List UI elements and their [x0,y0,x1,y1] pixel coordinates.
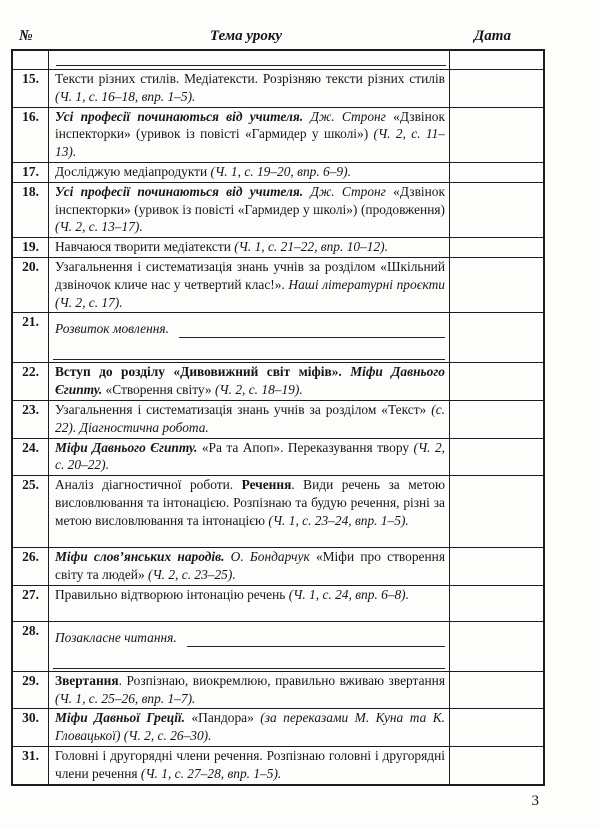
topic-text [49,238,449,257]
topic-text-segment: . Види речень за метою висловлювання та інтонацією. Розпізнаю та будую речення, різні за метою висловлювання та інтонацією [55,477,445,528]
date-cell [450,107,545,162]
topic-text-segment: «Пандора» [191,710,261,726]
topic-text-segment: (Ч. 2, с. 18–19). [214,382,303,398]
topic-cell [49,438,450,476]
topic-text-segment: «Ра та Апоп». Переказування твору [201,439,414,455]
row-number-cell: 22. [12,363,49,401]
fill-in-line [179,322,445,338]
table-header [11,27,539,45]
fill-in-label: Розвиток мовлення. [55,321,169,337]
table-row [12,671,544,709]
topic-text-segment: Дж. Стронг [310,183,394,199]
date-cell [450,746,545,784]
topic-text-segment: Навчаюся творити медіатексти [55,239,235,255]
topic-text [49,258,449,312]
date-cell [450,363,545,401]
topic-text [49,548,449,585]
date-cell [450,709,545,747]
row-number-cell: 24. [12,438,49,476]
topic-cell [49,182,450,237]
topic-text [49,476,449,530]
topic-text-segment: Міфи Давньої Греції. [55,710,192,726]
table-row [12,438,544,476]
date-cell [450,313,545,363]
row-number-cell: 23. [12,400,49,438]
table-row [12,585,544,621]
table-row [12,238,544,258]
fill-in-label: Позакласне читання. [55,629,177,645]
topic-text-segment: Міфи слов’янських народів. [55,549,231,565]
topic-text-segment: (Ч. 1, с. 25–26, впр. 1–7). [55,690,196,706]
topic-text-segment: «Дзвінок інспекторки» (уривок із повісті «Гармидер у школі») (продовження) [55,183,445,217]
topic-text-segment: Узагальнення і систематизація знань учнів за розділом «Текст» [55,401,432,417]
row-number-cell: 16. [12,107,49,162]
topic-text-segment: Наші літературні проєкти (Ч. 2, с. 17). [55,276,445,310]
topic-cell [49,671,450,709]
topic-text-segment: «Дзвінок інспекторки» (уривок із повісті «Гармидер у школі») [55,108,445,142]
topic-text-segment: (за переказами М. Куна та К. Гловацької) (Ч. 2, с. 26–30). [55,710,445,744]
topic-text-segment: Аналіз діагностичної роботи. [55,477,242,493]
date-cell [450,585,545,621]
topic-cell [49,400,450,438]
date-cell [450,50,545,70]
date-cell [450,257,545,312]
row-number-cell: 18. [12,182,49,237]
topic-cell [49,162,450,182]
topic-text-segment: (с. 22). Діагностична робота. [55,401,445,435]
row-number-cell: 28. [12,621,49,671]
date-cell [450,671,545,709]
topic-text-segment: Міфи Давнього Єгипту. [55,439,202,455]
table-row [12,709,544,747]
row-number-cell: 27. [12,585,49,621]
row-number-cell [12,50,49,70]
row-number-cell: 17. [12,162,49,182]
table-row [12,162,544,182]
date-cell [450,70,545,108]
table-row [12,400,544,438]
topic-text-segment: (Ч. 1, с. 19–20, впр. 6–9). [210,163,351,179]
table-row [12,313,544,363]
topic-text-segment: О. Бондарчук [230,549,316,565]
topic-text-segment: Головні і другорядні члени речення. Розпізнаю головні і другорядні члени речення [55,747,445,781]
row-number-cell: 26. [12,548,49,586]
topic-cell [49,50,450,70]
page-number: 3 [531,792,539,809]
topic-text-segment: Правильно відтворюю інтонацію речень [55,586,289,602]
row-number-cell: 25. [12,476,49,548]
fill-in-line [53,647,445,669]
topic-text [49,709,449,746]
header-topic-col: Тема уроку [209,28,283,44]
topic-cell [49,313,450,363]
topic-cell [49,585,450,621]
table-row [12,548,544,586]
date-cell [450,476,545,548]
date-cell [450,162,545,182]
topic-text [49,163,449,182]
topic-text-segment: Вступ до розділу «Дивовижний світ міфів». [55,364,351,380]
date-cell [450,182,545,237]
topic-text [49,70,449,107]
topic-cell [49,363,450,401]
topic-text-segment: (Ч. 2, с. 23–25). [147,566,236,582]
topic-text-segment: (Ч. 1, с. 16–18, впр. 1–5). [55,88,196,104]
topic-text-segment: . Розпізнаю, виокремлюю, правильно вживаю звертання [118,672,445,688]
table-row [12,746,544,784]
topic-text-segment: Дж. Стронг [310,108,394,124]
topic-text [49,672,449,709]
topic-text [49,586,449,605]
topic-cell [49,257,450,312]
topic-text-segment: Усі професії починаються від учителя. [55,108,311,124]
row-number-cell: 29. [12,671,49,709]
topic-cell [49,238,450,258]
topic-text [49,401,449,438]
date-cell [450,621,545,671]
topic-text-segment: (Ч. 1, с. 23–24, впр. 1–5). [268,512,409,528]
topic-text [49,439,449,476]
topic-text-segment: Звертання [55,672,119,688]
topic-text [49,363,449,400]
topic-text-segment: Тексти різних стилів. Медіатексти. Розрізняю тексти різних стилів [55,71,445,86]
row-number-cell: 31. [12,746,49,784]
topic-text [49,108,449,162]
topic-text-segment: (Ч. 1, с. 24, впр. 6–8). [288,586,409,602]
row-number-cell: 21. [12,313,49,363]
topic-text-segment: (Ч. 2, с. 20–22). [55,439,445,473]
fill-in-line [187,631,445,647]
topic-text-segment: (Ч. 2, с. 11–13). [55,126,445,160]
header-date-col: Дата [474,28,511,44]
topic-cell [49,709,450,747]
topic-text-segment: Усі професії починаються від учителя. [55,183,311,199]
topic-text-segment: Речення [241,477,292,493]
table-row [12,50,544,70]
topic-text-segment: «Створення світу» [105,382,215,398]
table-row [12,621,544,671]
topic-text-segment: «Міфи про створення світу та людей» [55,549,445,582]
topic-text-segment: (Ч. 2, с. 13–17). [55,219,143,235]
topic-text-segment: (Ч. 1, с. 27–28, впр. 1–5). [140,765,282,781]
topic-cell [49,746,450,784]
fill-in-line [56,51,446,66]
header-number-col: № [19,28,33,44]
date-cell [450,438,545,476]
table-row [12,476,544,548]
topic-text-segment: Узагальнення і систематизація знань учнів за розділом «Шкільний дзвіночок кличе нас у четвертий клас!». [55,258,445,292]
date-cell [450,238,545,258]
row-number-cell: 15. [12,70,49,108]
topic-cell [49,70,450,108]
row-number-cell: 30. [12,709,49,747]
row-number-cell: 20. [12,257,49,312]
date-cell [450,400,545,438]
topic-cell [49,548,450,586]
topic-text [49,747,449,784]
table-row [12,107,544,162]
topic-cell [49,107,450,162]
topic-text-segment: (Ч. 1, с. 21–22, впр. 10–12). [234,239,388,255]
row-number-cell: 19. [12,238,49,258]
table-row [12,70,544,108]
lesson-plan-table [11,49,545,786]
table-row [12,182,544,237]
table-row [12,363,544,401]
topic-text-segment: Досліджую медіапродукти [55,163,211,179]
topic-text-segment: Міфи Давнього Єгипту. [55,364,445,398]
table-row [12,257,544,312]
topic-cell [49,621,450,671]
date-cell [450,548,545,586]
fill-in-line [53,338,445,360]
topic-cell [49,476,450,548]
topic-text [49,183,449,237]
